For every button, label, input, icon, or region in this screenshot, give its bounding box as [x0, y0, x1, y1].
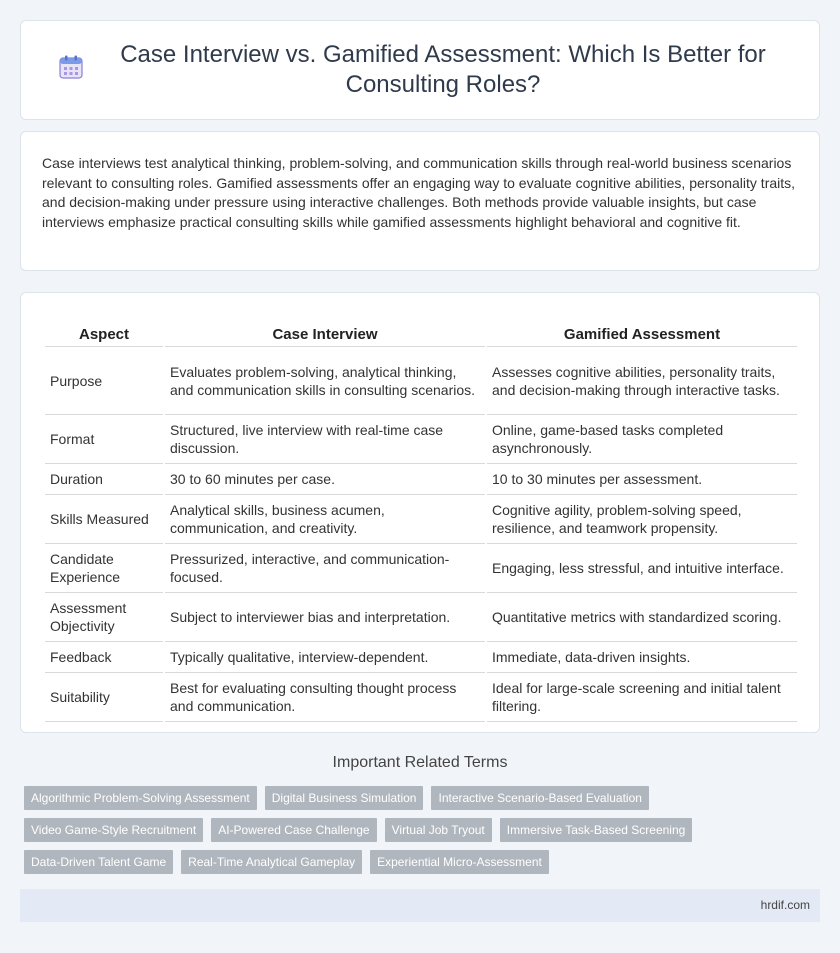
- cell-gamified: Assesses cognitive abilities, personality traits, and decision-making through interactive tasks.: [487, 347, 797, 415]
- cell-case-interview: Evaluates problem-solving, analytical thinking, and communication skills in consulting scenarios.: [165, 347, 485, 415]
- related-term-tag[interactable]: Virtual Job Tryout: [385, 818, 492, 842]
- table-row: [45, 642, 797, 673]
- table-row: [45, 464, 797, 495]
- calendar-icon: [58, 54, 84, 80]
- related-terms-list: [24, 786, 824, 882]
- table-row: [45, 544, 797, 593]
- related-terms-title: Important Related Terms: [332, 754, 508, 771]
- cell-case-interview: Subject to interviewer bias and interpretation.: [165, 593, 485, 642]
- cell-aspect: Candidate Experience: [45, 544, 163, 593]
- cell-aspect: Duration: [45, 464, 163, 495]
- intro-card: [20, 131, 820, 271]
- title-wrap: [70, 40, 770, 100]
- cell-aspect: Suitability: [45, 673, 163, 722]
- cell-case-interview: Analytical skills, business acumen, communication, and creativity.: [165, 495, 485, 544]
- table-row: [45, 593, 797, 642]
- table-row: [45, 347, 797, 415]
- related-term-tag[interactable]: Video Game-Style Recruitment: [24, 818, 203, 842]
- cell-gamified: 10 to 30 minutes per assessment.: [487, 464, 797, 495]
- cell-gamified: Ideal for large-scale screening and initial talent filtering.: [487, 673, 797, 722]
- cell-gamified: Cognitive agility, problem-solving speed, resilience, and teamwork propensity.: [487, 495, 797, 544]
- tag-row: [24, 850, 824, 874]
- table-row: [45, 673, 797, 722]
- related-term-tag[interactable]: Algorithmic Problem-Solving Assessment: [24, 786, 257, 810]
- page-title: Case Interview vs. Gamified Assessment: Which Is Better for Consulting Roles?: [120, 41, 766, 98]
- related-term-tag[interactable]: Data-Driven Talent Game: [24, 850, 173, 874]
- related-term-tag[interactable]: Real-Time Analytical Gameplay: [181, 850, 362, 874]
- header-aspect: Aspect: [45, 313, 163, 347]
- table-row: [45, 415, 797, 464]
- footer: [20, 889, 820, 922]
- intro-text: Case interviews test analytical thinking, problem-solving, and communication skills through real-world business scenarios relevant to consulting roles. Gamified assessments offer an engaging way to evaluate cognitive abilities, personality traits, and decision-making under pressure using interactive challenges. Both methods provide valuable insights, but case interviews emphasize practical consulting skills while gamified assessments highlight behavioral and cognitive fit.: [42, 155, 796, 231]
- cell-case-interview: Best for evaluating consulting thought process and communication.: [165, 673, 485, 722]
- cell-aspect: Feedback: [45, 642, 163, 673]
- header-gamified-assessment: Gamified Assessment: [487, 313, 797, 347]
- title-card: [20, 20, 820, 120]
- cell-gamified: Engaging, less stressful, and intuitive interface.: [487, 544, 797, 593]
- table-header-row: [45, 313, 797, 347]
- cell-gamified: Online, game-based tasks completed asynchronously.: [487, 415, 797, 464]
- cell-case-interview: 30 to 60 minutes per case.: [165, 464, 485, 495]
- cell-case-interview: Pressurized, interactive, and communication-focused.: [165, 544, 485, 593]
- cell-aspect: Purpose: [45, 347, 163, 415]
- tag-row: [24, 786, 824, 810]
- cell-aspect: Format: [45, 415, 163, 464]
- related-term-tag[interactable]: Digital Business Simulation: [265, 786, 424, 810]
- related-term-tag[interactable]: Interactive Scenario-Based Evaluation: [431, 786, 648, 810]
- cell-case-interview: Structured, live interview with real-time case discussion.: [165, 415, 485, 464]
- header-case-interview: Case Interview: [165, 313, 485, 347]
- cell-gamified: Immediate, data-driven insights.: [487, 642, 797, 673]
- cell-case-interview: Typically qualitative, interview-dependent.: [165, 642, 485, 673]
- comparison-table: [43, 313, 799, 722]
- related-term-tag[interactable]: AI-Powered Case Challenge: [211, 818, 376, 842]
- tag-row: [24, 818, 824, 842]
- related-term-tag[interactable]: Experiential Micro-Assessment: [370, 850, 549, 874]
- cell-gamified: Quantitative metrics with standardized scoring.: [487, 593, 797, 642]
- cell-aspect: Skills Measured: [45, 495, 163, 544]
- cell-aspect: Assessment Objectivity: [45, 593, 163, 642]
- related-term-tag[interactable]: Immersive Task-Based Screening: [500, 818, 693, 842]
- comparison-table-card: [20, 292, 820, 733]
- footer-site-link[interactable]: hrdif.com: [760, 898, 810, 912]
- table-row: [45, 495, 797, 544]
